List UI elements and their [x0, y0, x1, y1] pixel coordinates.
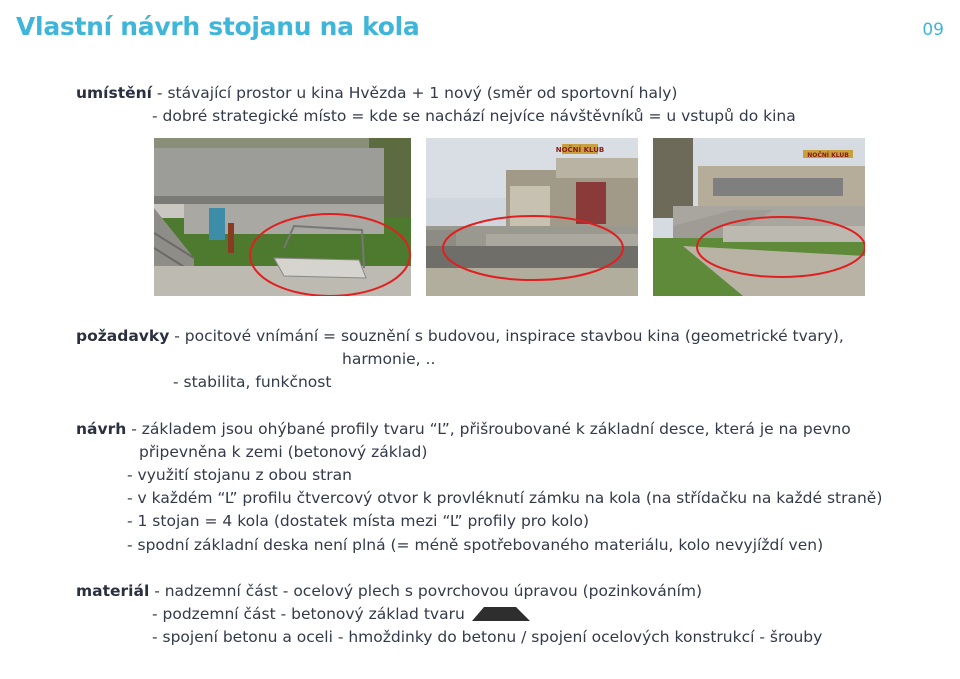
navrh-text-1: - základem jsou ohýbané profily tvaru “L”, přišroubované k základní desce, která je na pevno — [126, 420, 851, 438]
photo-sign-1: NOČNÍ KLUB — [555, 146, 605, 154]
pozadavky-line-3: - stabilita, funkčnost — [173, 373, 332, 391]
pozadavky-text-1: - pocitové vnímání = souznění s budovou, inspirace stavbou kina (geometrické tvary), — [169, 327, 844, 345]
navrh-line-6: - spodní základní deska není plná (= méně spotřebovaného materiálu, kolo nevyjíždí ven) — [127, 536, 824, 554]
pozadavky-label: požadavky — [76, 327, 170, 345]
photo-sign-2: NOČNÍ KLUB — [807, 152, 849, 159]
material-line-3: - spojení betonu a oceli - hmoždinky do betonu / spojení ocelových konstrukcí - šrouby — [152, 628, 823, 646]
material-line-2: - podzemní část - betonový základ tvaru — [152, 605, 465, 623]
material-line-1 — [76, 582, 702, 600]
navrh-line-1 — [76, 420, 851, 438]
umisteni-label: umístění — [76, 84, 152, 102]
pozadavky-line-1 — [76, 327, 844, 345]
navrh-label: návrh — [76, 420, 127, 438]
photo-bike-rack-steps — [154, 138, 411, 296]
pozadavky-line-2: harmonie, .. — [342, 350, 436, 368]
photo-cinema-wide — [653, 138, 865, 296]
page-title: Vlastní návrh stojanu na kola — [16, 12, 420, 41]
navrh-line-5: - 1 stojan = 4 kola (dostatek místa mezi “L” profily pro kolo) — [127, 512, 589, 530]
navrh-line-4: - v každém “L” profilu čtvercový otvor k provléknutí zámku na kola (na střídačku na každé straně) — [127, 489, 883, 507]
navrh-line-3: - využití stojanu z obou stran — [127, 466, 352, 484]
page-number: 09 — [922, 20, 944, 40]
trapezoid-foundation-icon — [470, 605, 532, 623]
material-label: materiál — [76, 582, 150, 600]
umisteni-line-1 — [76, 84, 677, 102]
umisteni-text-1: - stávající prostor u kina Hvězda + 1 nový (směr od sportovní haly) — [152, 84, 678, 102]
photo-cinema-building — [426, 138, 638, 296]
material-text-1: - nadzemní část - ocelový plech s povrchovou úpravou (pozinkováním) — [149, 582, 703, 600]
navrh-line-2: připevněna k zemi (betonový základ) — [139, 443, 428, 461]
umisteni-line-2: - dobré strategické místo = kde se nachází nejvíce návštěvníků = u vstupů do kina — [152, 107, 796, 125]
